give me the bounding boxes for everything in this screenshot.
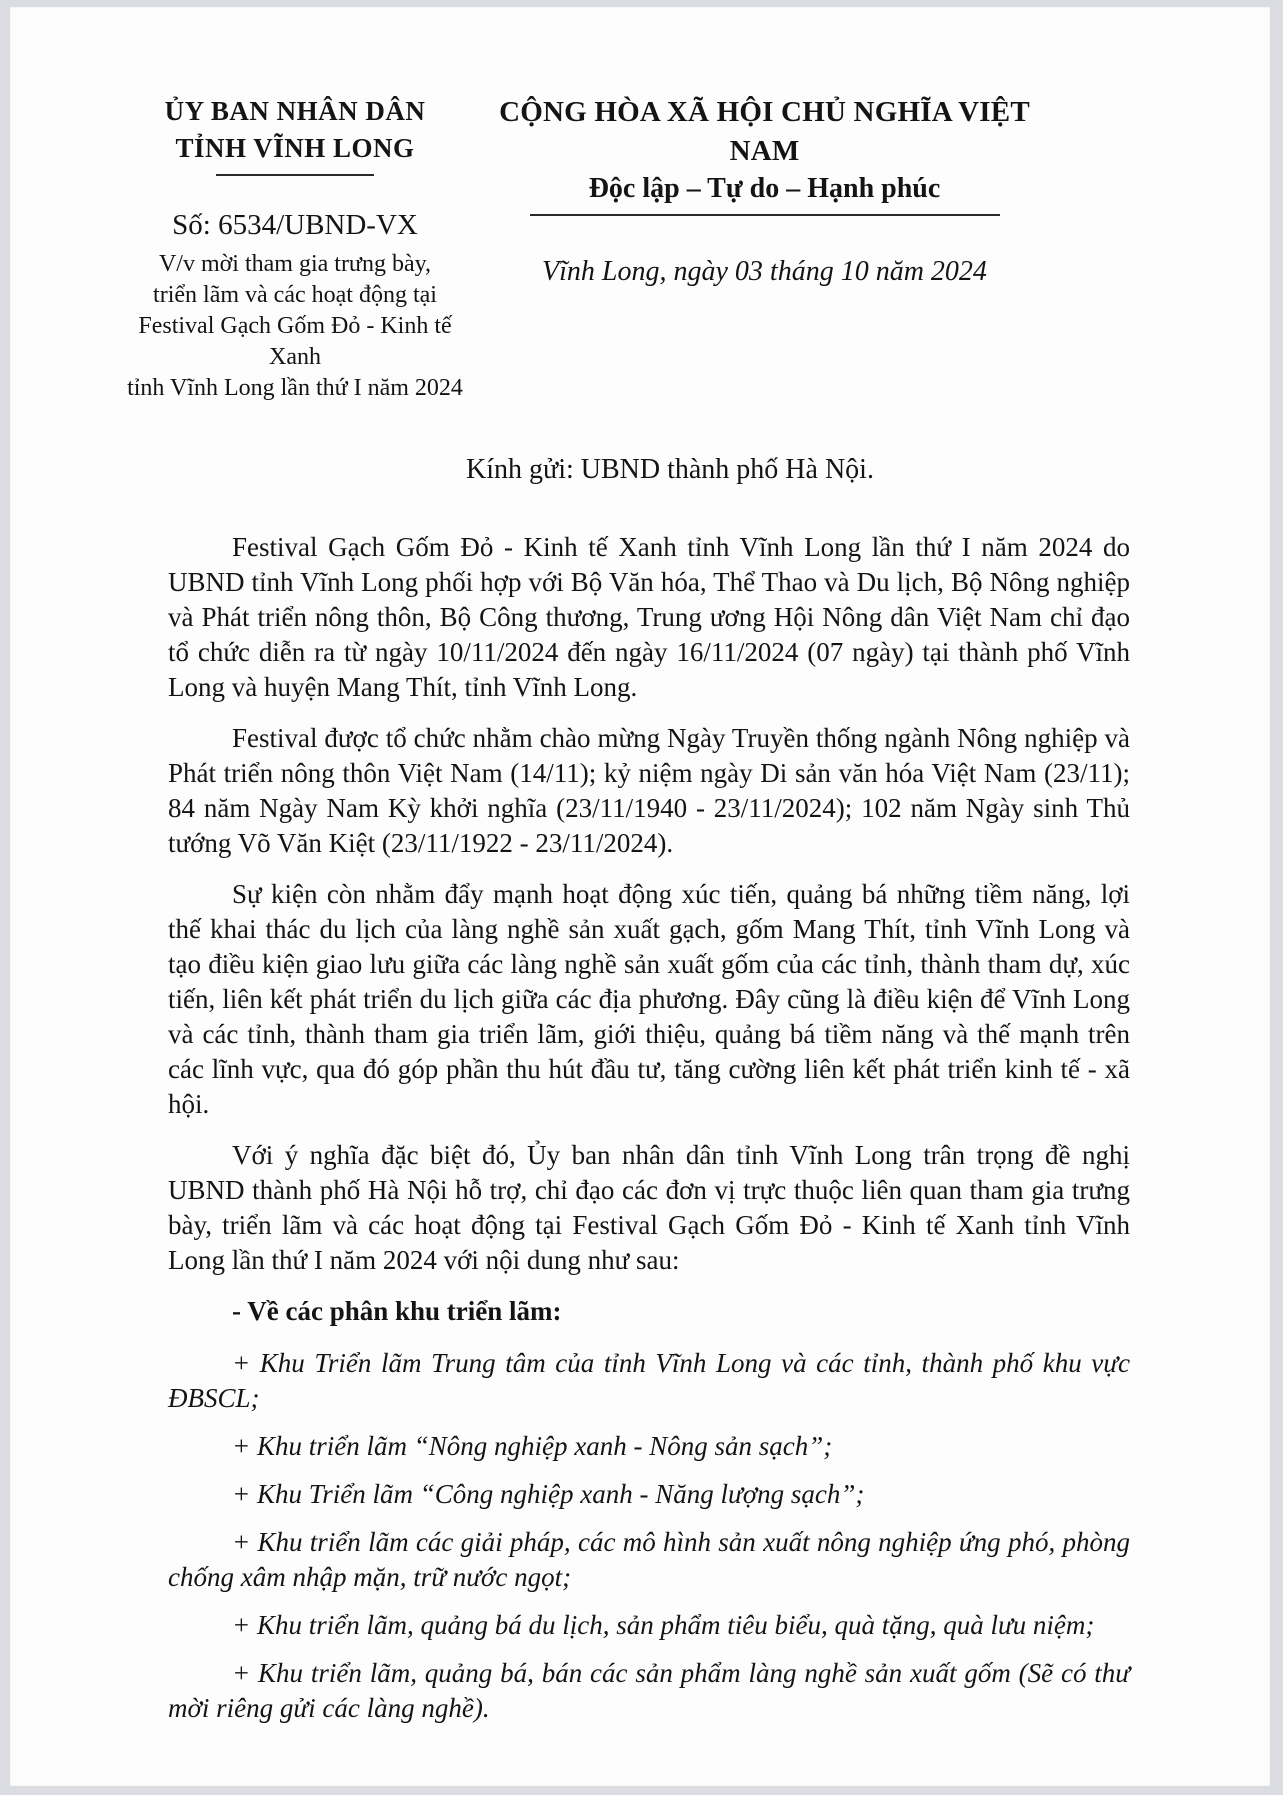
bullet-item-3: + Khu Triển lãm “Công nghiệp xanh - Năng lượng sạch”; (232, 1479, 865, 1509)
header-left-rule (216, 174, 374, 176)
bullet-item-2: + Khu triển lãm “Nông nghiệp xanh - Nông sản sạch”; (232, 1431, 833, 1461)
header-right-rule (530, 214, 1000, 216)
subject-line-3: Festival Gạch Gốm Đỏ - Kinh tế Xanh (138, 313, 452, 370)
section-heading-exhibition-zones: - Về các phân khu triển lãm: (232, 1296, 562, 1326)
bullet-item-5: + Khu triển lãm, quảng bá du lịch, sản phẩm tiêu biểu, quà tặng, quà lưu niệm; (232, 1610, 1095, 1640)
subject-line-4: tỉnh Vĩnh Long lần thứ I năm 2024 (127, 375, 463, 401)
salutation: Kính gửi: UBND thành phố Hà Nội. (466, 454, 874, 485)
document-header (120, 93, 1270, 404)
body-paragraph-3: Sự kiện còn nhằm đẩy mạnh hoạt động xúc tiến, quảng bá những tiềm năng, lợi thế khai thác du lịch của làng nghề sản xuất gạch, gốm Mang Thít, tỉnh Vĩnh Long và tạo điều kiện giao lưu giữa các làng nghề sản xuất gốm của các tỉnh, thành tham dự, xúc tiến, liên kết phát triển du lịch giữa các địa phương. Đây cũng là điều kiện để Vĩnh Long và các tỉnh, thành tham gia triển lãm, giới thiệu, quảng bá tiềm năng và thế mạnh trên các lĩnh vực, qua đó góp phần thu hút đầu tư, tăng cường liên kết phát triển kinh tế - xã hội. (168, 879, 1130, 1119)
place-date-line: Vĩnh Long, ngày 03 tháng 10 năm 2024 (542, 256, 987, 287)
subject-line-2: triển lãm và các hoạt động tại (153, 282, 437, 308)
document-sheet (10, 7, 1270, 1786)
document-body (168, 530, 1130, 1726)
issuing-org-province: TỈNH VĨNH LONG (175, 133, 415, 163)
national-title: CỘNG HÒA XÃ HỘI CHỦ NGHĨA VIỆT NAM (499, 96, 1030, 167)
body-paragraph-1: Festival Gạch Gốm Đỏ - Kinh tế Xanh tỉnh Vĩnh Long lần thứ I năm 2024 do UBND tỉnh Vĩnh Long phối hợp với Bộ Văn hóa, Thể Thao và Du lịch, Bộ Nông nghiệp và Phát triển nông thôn, Bộ Công thương, Trung ương Hội Nông dân Việt Nam chỉ đạo tổ chức diễn ra từ ngày 10/11/2024 đến ngày 16/11/2024 (07 ngày) tại thành phố Vĩnh Long và huyện Mang Thít, tỉnh Vĩnh Long. (168, 532, 1130, 702)
document-subject (120, 249, 470, 404)
bullet-item-1: + Khu Triển lãm Trung tâm của tỉnh Vĩnh Long và các tỉnh, thành phố khu vực ĐBSCL; (168, 1348, 1130, 1413)
national-motto: Độc lập – Tự do – Hạnh phúc (588, 173, 941, 204)
body-paragraph-2: Festival được tổ chức nhằm chào mừng Ngày Truyền thống ngành Nông nghiệp và Phát triển nông thôn Việt Nam (14/11); kỷ niệm ngày Di sản văn hóa Việt Nam (23/11); 84 năm Ngày Nam Kỳ khởi nghĩa (23/11/1940 - 23/11/2024); 102 năm Ngày sinh Thủ tướng Võ Văn Kiệt (23/11/1922 - 23/11/2024). (168, 723, 1130, 858)
national-header-block (482, 93, 1047, 404)
body-paragraph-4: Với ý nghĩa đặc biệt đó, Ủy ban nhân dân tỉnh Vĩnh Long trân trọng đề nghị UBND thành phố Hà Nội hỗ trợ, chỉ đạo các đơn vị trực thuộc liên quan tham gia trưng bày, triển lãm và các hoạt động tại Festival Gạch Gốm Đỏ - Kinh tế Xanh tỉnh Vĩnh Long lần thứ I năm 2024 với nội dung như sau: (168, 1140, 1130, 1275)
bullet-item-6: + Khu triển lãm, quảng bá, bán các sản phẩm làng nghề sản xuất gốm (Sẽ có thư mời riêng gửi các làng nghề). (168, 1658, 1130, 1723)
bullet-item-4: + Khu triển lãm các giải pháp, các mô hình sản xuất nông nghiệp ứng phó, phòng chống xâm nhập mặn, trữ nước ngọt; (168, 1527, 1130, 1592)
issuing-org-name: ỦY BAN NHÂN DÂN (164, 96, 426, 126)
document-number: Số: 6534/UBND-VX (172, 209, 418, 241)
issuing-authority-block (120, 93, 470, 404)
subject-line-1: V/v mời tham gia trưng bày, (158, 251, 432, 277)
